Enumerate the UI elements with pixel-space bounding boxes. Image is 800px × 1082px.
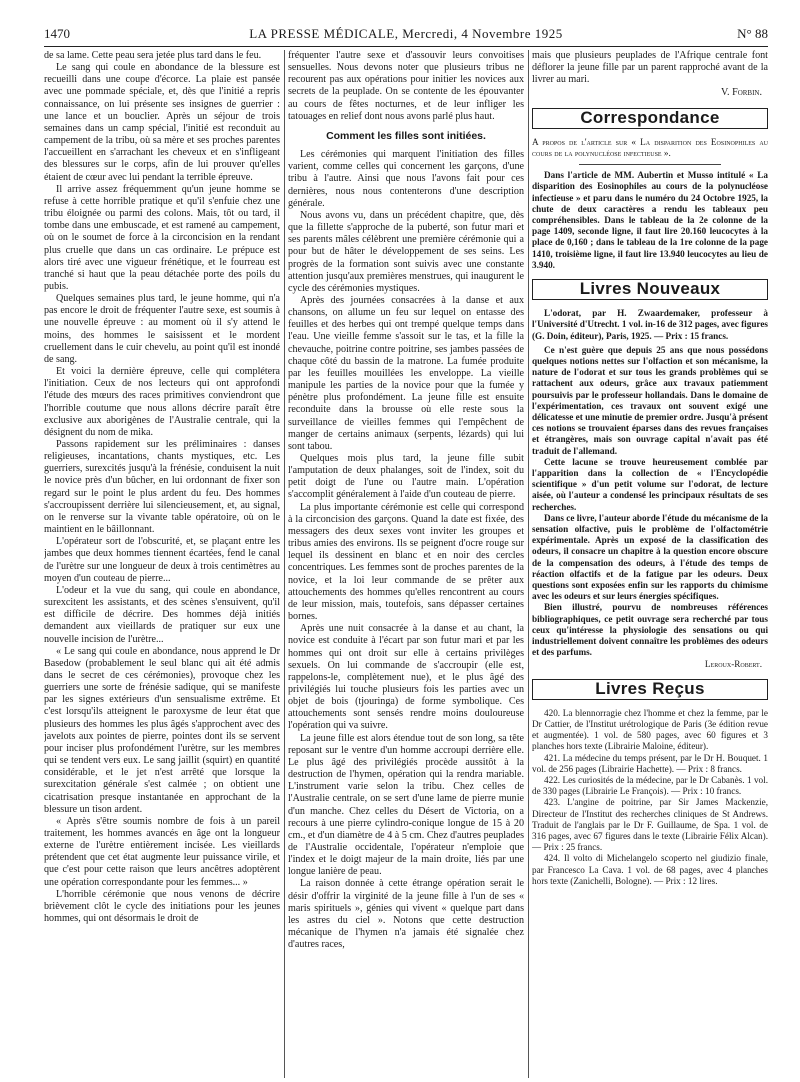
correspondence-text: Dans l'article de MM. Aubertin et Musso intitulé « La disparition des Eosinophiles au cours de la polynucléose infectieuse » et paru dans le numéro du 24 Octobre 1925, la chute de deux caractères a rendu les tableaux peu compréhensibles. Dans le tableau de la 2e colonne de la page 1409, seconde ligne, il faut lire 20.160 leucocytes à la place de 0,160 ; dans le tableau de la 1re colonne de la page 1410, troisième ligne, il faut lire 13.940 leucocytes au lieu de 3.940. xyxy=(532,170,768,270)
review-signature: Leroux-Robert. xyxy=(704,659,762,670)
section-title-correspondance: Correspondance xyxy=(532,108,768,129)
received-book-entry: 421. La médecine du temps présent, par le Dr H. Bouquet. 1 vol. de 256 pages (Librairie Hachette). — Prix : 8 francs. xyxy=(532,752,768,774)
column-3 xyxy=(532,50,768,1078)
header-rule xyxy=(44,46,768,47)
paragraph: La plus importante cérémonie est celle qui correspond à la circoncision des garçons. Quand la date est fixée, des messagers des deux sexes vont inviter les groupes et tribus amies des environs. Ils se peignent d'ocre rouge sur lequel ils dessinent en blanc et en noir des cercles concentriques. Les femmes sont de proches parentes de la novice, et la loi leur commande de se prêter aux attouchements des hommes qu'elles rencontrent au cours de leur mission, mais, toutefois, sans dépasser certaines bornes. xyxy=(288,501,524,623)
paragraph: Après des journées consacrées à la danse et aux chansons, on allume un feu sur lequel on entasse des feuilles et des herbes qui ont trempé quelque temps dans l'eau. Une vieille femme s'assoit sur le tas, et la fille la chevauche, poitrine contre poitrine, ses jambes passées de chaque côté du bassin de la matrone. La fumée produite par les feuilles mouillées les enveloppe. La vieille manipule les parties de la novice pour que la fumée y pénètre plus profondément. La jeune fille est ensuite reconduite dans la brousse où elle reste sous la surveillance de vieilles femmes qui l'empêchent de manger de certains animaux (serpents, lézards) qui lui sont tabou. xyxy=(288,294,524,452)
paragraph: La jeune fille est alors étendue tout de son long, sa tête reposant sur le ventre d'un homme accroupi derrière elle. Le plus âgé des privilégiés procède aussitôt à la destruction de l'hymen, opération qui la rendra mariable. L'instrument varie selon la tribu. Chez celles de l'Australie centrale, on se sert d'une lame de pierre munie d'un manche. Chez celles du Désert de Victoria, on a recours à une pierre cylindro-conique longue de 15 à 20 cm., et d'un diamètre de 4 à 5 cm. Chez d'autres peuplades de l'Australie occidentale, l'opérateur n'emploie que l'index et le doigt majeur de la main droite, liés par une longue lanière de peau. xyxy=(288,732,524,878)
paragraph: Passons rapidement sur les préliminaires : danses religieuses, incantations, chants mystiques, etc. Les guerriers, surexcités jusqu'à la frénésie, conduisent la nuit le novice près d'un bûcher, en lui ordonnant de fixer son regard sur le point le plus ardent du feu. Des hommes s'accroupissent derrière lui silencieusement, et, au signal, on le renverse sur la vivante table opératoire, où on le maintient en le bâillonnant. xyxy=(44,439,280,536)
paragraph: Il arrive assez fréquemment qu'un jeune homme se refuse à cette horrible pratique et qu'il s'enfuie chez une tribu éloignée ou parmi des colons. Mais, tôt ou tard, il tombe dans une embuscade, et est ramené au campement, où on le soumet de force à la circoncision en la rendant plus cruelle que dans un cas ordinaire. Le prépuce est alors tiré avec une vigueur frénétique, et le fourreau est tranché si haut que la peau détachée porte des poils du pubis. xyxy=(44,183,280,292)
section-title-livres-nouveaux: Livres Nouveaux xyxy=(532,279,768,300)
review-paragraph: Cette lacune se trouve heureusement comblée par l'apparition dans la collection de « l'Encyclopédie scientifique » d'un petit volume sur l'odorat, de lecture aisée, où l'auteur a condensé les principaux résultats de ses recherches. xyxy=(532,456,768,512)
paragraph: L'horrible cérémonie que nous venons de décrire brièvement clôt le cycle des initiations pour les jeunes hommes, qui ont désormais le droit de xyxy=(44,888,280,925)
issue-number: N° 88 xyxy=(737,26,768,41)
author-signature: V. Forbin. xyxy=(721,87,762,99)
received-book-entry: 424. Il volto di Michelangelo scoperto nel giudizio finale, par Francesco La Cava. 1 vol. de 68 pages, avec 4 planches hors texte (Zanichelli, Bologne). — Prix : 12 lires. xyxy=(532,853,768,886)
paragraph: mais que plusieurs peuplades de l'Afrique centrale font déflorer la jeune fille par un parent rapproché avant de la livrer au mari. xyxy=(532,50,768,86)
column-divider xyxy=(284,50,285,1078)
quotation: « Après s'être soumis nombre de fois à un pareil traitement, les hommes avancés en âge ont la longueur externe de l'urètre entièrement incisée. Les vieillards prétendent que cet état augmente leur puissance virile, et que c'est pour cette raison que leurs ancêtres adoptèrent une opération correspondante pour les femmes... » xyxy=(44,815,280,888)
book-entry: L'odorat, par H. Zwaardemaker, professeur à l'Université d'Utrecht. 1 vol. in-16 de 312 pages, avec figures (G. Doin, éditeur), Paris, 1925. — Prix : 15 francs. xyxy=(532,308,768,341)
paragraph: La raison donnée à cette étrange opération serait le désir d'offrir la virginité de la jeune fille à l'un de ses « maris spirituels », génies qui vivent « quelque part dans les astres du ciel ». Notons que cette destruction mécanique de l'hymen n'a jamais été signalée chez d'autres races, xyxy=(288,878,524,951)
column-divider xyxy=(528,50,529,1078)
paragraph: Les cérémonies qui marquent l'initiation des filles varient, comme celles qui concernent les garçons, d'une tribu à l'autre. Ainsi que nous l'avons fait pour ces dernières, nous nous contenterons d'une description générale. xyxy=(288,149,524,209)
page-number: 1470 xyxy=(44,26,70,41)
section-heading: Comment les filles sont initiées. xyxy=(326,129,486,142)
page-header xyxy=(44,26,768,44)
paragraph: fréquenter l'autre sexe et d'assouvir leurs convoitises sensuelles. Nous devons noter que plusieurs tribus ne recourent pas aux opérations pour initier les novices aux secrets de la peuplade. On se contente de les épouvanter au cours de fêtes nocturnes, et de leur infliger les tatouages en relief dont nous avons parlé plus haut. xyxy=(288,50,524,122)
section-title-livres-recus: Livres Reçus xyxy=(532,679,768,700)
paragraph: Quelques mois plus tard, la jeune fille subit l'amputation de deux phalanges, soit de l'index, soit du petit doigt de l'une ou l'autre main. L'opération s'accomplit généralement à l'aide d'un couteau de pierre. xyxy=(288,453,524,501)
paragraph: de sa lame. Cette peau sera jetée plus tard dans le feu. xyxy=(44,50,262,61)
received-book-entry: 420. La blennorragie chez l'homme et chez la femme, par le Dr Cattier, de l'Institut urétrologique de Paris (3e édition revue et augmentée). 1 vol. de 580 pages, avec 60 figures et 3 planches hors texte (Librairie Maloine, éditeur). xyxy=(532,707,768,752)
paragraph: Et voici la dernière épreuve, celle qui complétera l'initiation. Ceux de nos lecteurs qui ont approfondi l'étude des mœurs des races primitives conviendront que l'horrible coutume que nous allons décrire paraît être exclusive aux aborigènes de l'Australie centrale, qui la désignent du nom de mika. xyxy=(44,366,280,438)
paragraph: L'opérateur sort de l'obscurité, et, se plaçant entre les jambes que deux hommes tiennent écartées, fend le canal de l'urètre sur une longueur de deux à trois centimètres au moyen d'un couteau de pierre... xyxy=(44,536,280,584)
review-paragraph: Bien illustré, pourvu de nombreuses références bibliographiques, ce petit ouvrage sera recherché par tous ceux qu'intéresse la physiologie des sensations ou qui industriellement doivent connaître les problèmes des odeurs et des parfums. xyxy=(532,602,768,658)
received-book-entry: 422. Les curiosités de la médecine, par le Dr Cabanès. 1 vol. de 330 pages (Librairie Le François). — Prix : 10 francs. xyxy=(532,775,768,797)
correspondence-subject: A propos de l'article sur « La disparition des Eosinophiles au cours de la polynucléose infectieuse ». xyxy=(532,136,768,158)
paragraph: Après une nuit consacrée à la danse et au chant, la novice est conduite à l'écart par son futur mari et par les hommes qui ont droit sur elle à certains privilèges sexuels. On lui commande de s'accroupir (elle est, rappelons-le, complètement nue), et le plus âgé des privilégiés lui touche plusieurs fois les parties avec un objet de bois (tjouringa) de forme symbolique. Ces attouchements sont sensés rendre moins douloureuse l'opération qui va suivre. xyxy=(288,623,524,732)
column-2 xyxy=(288,50,524,1078)
paragraph: Nous avons vu, dans un précédent chapitre, que, dès que la fillette s'approche de la puberté, son futur mari et ses parents mâles célèbrent une première cérémonie qui a pour but de hâter le développement de ses seins. Les progrès de la formation sont suivis avec une constante attention jusqu'aux premières menstrues, qui inaugurent le cycle des cérémonies mystiques. xyxy=(288,209,524,294)
quotation: « Le sang qui coule en abondance, nous apprend le Dr Basedow (probablement le seul blanc qui ait été admis dans le secret de ces cérémonies), provoque chez les guerriers une sorte de frénésie sadique, qui se manifeste par les signes extérieurs d'un sensualisme extrême. Et c'est lorsqu'ils atteignent le paroxysme de leur état que plusieurs des hommes les plus âgés s'approchent avec des javelots aux pointes de pierre, pointes dont ils se servent pour inciser plus profondément l'urètre, sur les membres qui se tendent vers eux. Le sang jaillit (squirt) en quantité considérable, et le jet n'est arrêté que lorsque la surexcitation générale s'est calmée ; on obtient une cicatrisation presque instantanée en approchant de la blessure un tison ardent. xyxy=(44,645,280,815)
review-paragraph: Ce n'est guère que depuis 25 ans que nous possédons quelques notions nettes sur l'olfaction et son mécanisme, la nature de l'odorat et sur tous les grands problèmes qui se rattachent aux odeurs, grâce aux travaux patiemment poursuivis par le professeur hollandais. Dans le domaine de l'expérimentation, ces travaux ont souvent exigé une délicatesse et une minutie de premier ordre. Jusqu'à présent ces notions se trouvaient éparses dans des revues françaises et étrangères, mais son ouvrage capital n'avait pas été traduit de l'allemand. xyxy=(532,344,768,456)
paragraph: L'odeur et la vue du sang, qui coule en abondance, surexcitent les assistants, et des scènes s'ensuivent, qu'il est difficile de décrire. Des hommes déjà initiés demandent aux vieillards de pratiquer sur eux une nouvelle incision de l'urètre... xyxy=(44,584,280,645)
paragraph: Quelques semaines plus tard, le jeune homme, qui n'a pas encore le droit de fréquenter l'autre sexe, est soumis à une nouvelle épreuve : au moment où il s'y attend le moins, des hommes le saisissent et le mordent cruellement dans le cuir chevelu, au point qu'il est inondé de sang. xyxy=(44,293,280,365)
review-paragraph: Dans ce livre, l'auteur aborde l'étude du mécanisme de la sensation olfactive, puis le problème de l'olfactométrie expérimentale. Après un exposé de la classification des odeurs, il consacre un chapitre à la question encore obscure de la compensation des odeurs, à l'étude des temps de réaction olfactifs et de la fatigue par les odeurs. Deux questions sont exposées enfin sur les rapports du chimisme avec les odeurs et sur leurs énergies spécifiques. xyxy=(532,512,768,602)
divider xyxy=(579,164,721,165)
received-book-entry: 423. L'angine de poitrine, par Sir James Mackenzie, Directeur de l'Institut des recherches cliniques de St Andrews. Traduit de l'anglais par le Dr F. Guillaume, de Spa. 1 vol. de 316 pages, avec 67 figures dans le texte (Librairie Félix Alcan). — Prix : 25 francs. xyxy=(532,797,768,853)
column-1 xyxy=(44,50,280,1078)
journal-title: LA PRESSE MÉDICALE, Mercredi, 4 Novembre 1925 xyxy=(249,26,563,41)
paragraph: Le sang qui coule en abondance de la blessure est recueilli dans une coupe d'écorce. La plaie est pansée avec une pommade spéciale, et, dès que l'initié a repris connaissance, on lui présente ses insignes de guerrier : une lance et un bouclier. Après un séjour de trois semaines dans un camp spécial, l'initié est reconduit au campement de la tribu, où sa mère et ses proches parentes l'accueillent en s'arrachant les cheveux et en s'infligeant des blessures sur le corps, afin de lui prouver qu'elles étaient de cœur avec lui pendant la terrible épreuve. xyxy=(44,62,280,183)
